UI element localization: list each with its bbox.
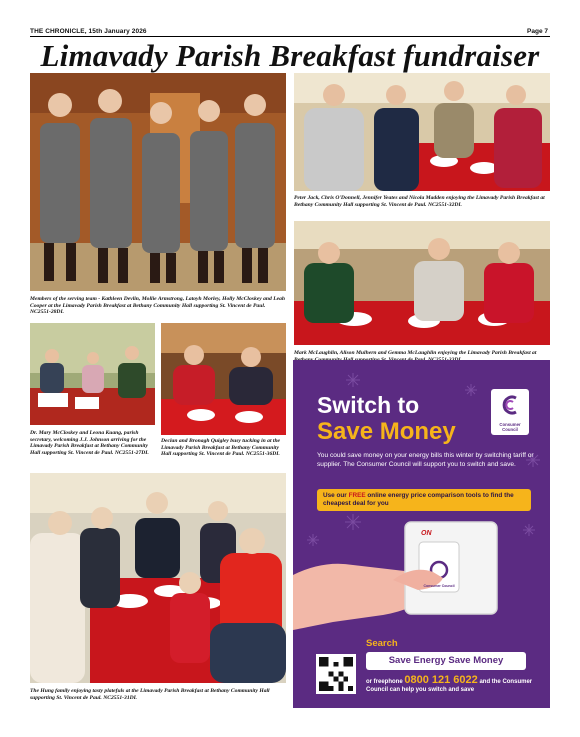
phone-prefix: or freephone xyxy=(366,679,403,685)
photo-hung-family xyxy=(30,473,286,683)
qr-code[interactable] xyxy=(316,654,356,694)
phone-number[interactable]: 0800 121 6022 xyxy=(404,674,478,686)
ad-headline-1: Switch to xyxy=(317,392,420,418)
logo-text: Consumer Council xyxy=(499,422,521,432)
search-label: Search xyxy=(366,638,398,649)
header-rule xyxy=(30,36,550,37)
offer-suffix: online energy price comparison tools to find the cheapest deal for you xyxy=(323,492,514,507)
caption-peter-jack: Peter Jack, Chris O'Donnell, Jennifer Yeates and Nicola Madden enjoying the Limavady Parish Breakfast at Bethany Community Hall supporting St. Vincent de Paul. NC2551-32DL xyxy=(294,195,545,208)
ad-body-text: You could save money on your energy bills this winter by switching tariff or supplier. The Consumer Council will support you to switch and save. xyxy=(317,452,534,468)
ad-offer-box xyxy=(317,489,531,511)
masthead: THE CHRONICLE, 15th January 2026 xyxy=(30,28,147,35)
consumer-council-logo xyxy=(491,389,529,435)
offer-free: FREE xyxy=(348,492,366,499)
page-number: Page 7 xyxy=(527,28,548,35)
photo-mary-mccloskey xyxy=(30,323,155,425)
consumer-council-advert[interactable] xyxy=(293,360,550,708)
page-title: Limavady Parish Breakfast fundraiser xyxy=(40,38,540,73)
caption-mary-mccloskey: Dr. Mary McCloskey and Leona Kuang, parish secretary, welcoming J.J. Johnson arriving for the Limavady Parish Breakfast at Bethany Community Hall supporting St. Vincent de Paul. NC2551-27DL xyxy=(30,430,149,456)
caption-declan-bronagh: Declan and Bronagh Quigley busy tucking in at the Limavady Parish Breakfast at Bethany Community Hall supporting St. Vincent de Paul. NC2551-36DL xyxy=(161,438,281,458)
photo-mark-mclaughlin xyxy=(294,221,550,345)
photo-peter-jack xyxy=(294,73,550,191)
qr-code-icon xyxy=(319,657,353,691)
photo-serving-team xyxy=(30,73,286,291)
switch-brand-label: Consumer Council xyxy=(423,584,455,588)
photo-declan-bronagh xyxy=(161,323,286,435)
caption-hung-family: The Hung family enjoying tasty platefuls at the Limavady Parish Breakfast at Bethany Community Hall supporting St. Vincent de Paul. NC2551-31DL xyxy=(30,688,270,701)
caption-serving-team: Members of the serving team - Kathleen Devlin, Mollie Armstrong, Latoyh Morley, Holly McCloskey and Leah Cooper at the Limavady Parish Breakfast at Bethany Community Hall supporting St. Vincent de Paul. NC2551-28DL xyxy=(30,296,286,316)
consumer-council-logo-icon xyxy=(500,393,520,417)
ad-headline-2: Save Money xyxy=(317,418,456,445)
phone-suffix: and the Consumer Council can help you switch and save xyxy=(366,679,533,693)
search-term-button[interactable]: Save Energy Save Money xyxy=(366,652,526,670)
ad-phone-line xyxy=(366,676,546,694)
switch-on-label: ON xyxy=(421,530,432,537)
caption-mark-mclaughlin: Mark McLaughlin, Alison Mulhern and Gemma McLaughlin enjoying the Limavady Parish Breakfast at xyxy=(294,350,537,356)
offer-prefix: Use our xyxy=(323,492,349,499)
